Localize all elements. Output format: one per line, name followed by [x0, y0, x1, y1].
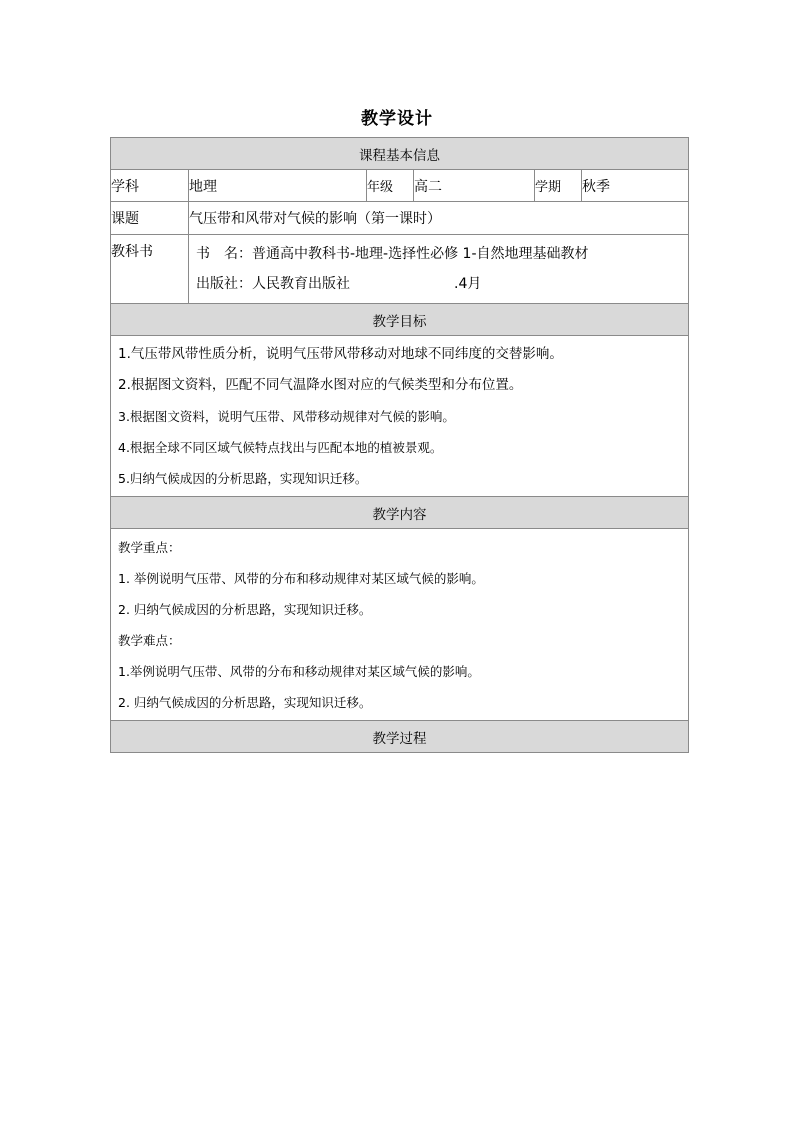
objective-item: 2.根据图文资料，匹配不同气温降水图对应的气候类型和分布位置。 — [118, 377, 523, 393]
book-name: 书 名：普通高中教科书-地理-选择性必修 1-自然地理基础教材 — [196, 246, 589, 262]
key-point-item: 1. 举例说明气压带、风带的分布和移动规律对某区域气候的影响。 — [118, 571, 484, 586]
topic-row — [111, 202, 689, 235]
difficult-point-item: 2. 归纳气候成因的分析思路，实现知识迁移。 — [118, 695, 372, 710]
lesson-plan-table — [110, 137, 689, 753]
content-header: 教学内容 — [111, 497, 689, 529]
subject-label: 学科 — [111, 170, 189, 202]
key-point-item: 2. 归纳气候成因的分析思路，实现知识迁移。 — [118, 602, 372, 617]
key-points-label: 教学重点： — [118, 540, 181, 555]
difficult-point-item: 1.举例说明气压带、风带的分布和移动规律对某区域气候的影响。 — [118, 664, 480, 679]
topic-value: 气压带和风带对气候的影响（第一课时） — [189, 202, 689, 235]
topic-label: 课题 — [111, 202, 189, 235]
textbook-row — [111, 235, 689, 304]
difficult-points-label: 教学难点： — [118, 633, 181, 648]
textbook-label: 教科书 — [111, 235, 189, 304]
basic-info-header: 课程基本信息 — [111, 138, 689, 170]
textbook-info — [189, 235, 689, 304]
term-label: 学期 — [535, 170, 582, 202]
content-header-row — [111, 497, 689, 529]
content-body — [111, 529, 689, 721]
grade-value: 高二 — [414, 170, 535, 202]
objectives-header: 教学目标 — [111, 304, 689, 336]
content-row — [111, 529, 689, 721]
process-header: 教学过程 — [111, 721, 689, 753]
grade-label: 年级 — [367, 170, 414, 202]
objectives-list — [111, 336, 689, 497]
subject-value: 地理 — [189, 170, 367, 202]
objective-item: 3.根据图文资料，说明气压带、风带移动规律对气候的影响。 — [118, 409, 455, 424]
term-value: 秋季 — [582, 170, 689, 202]
objective-item: 5.归纳气候成因的分析思路，实现知识迁移。 — [118, 471, 368, 486]
edition: .4月 — [454, 276, 482, 292]
document-title: 教学设计 — [361, 109, 433, 129]
publisher-line — [196, 269, 688, 299]
publisher: 出版社：人民教育出版社 — [196, 276, 350, 292]
basic-info-header-row — [111, 138, 689, 170]
objectives-row — [111, 336, 689, 497]
objective-item: 4.根据全球不同区域气候特点找出与匹配本地的植被景观。 — [118, 440, 443, 455]
objective-item: 1.气压带风带性质分析，说明气压带风带移动对地球不同纬度的交替影响。 — [118, 346, 563, 362]
process-header-row — [111, 721, 689, 753]
objectives-header-row — [111, 304, 689, 336]
subject-row — [111, 170, 689, 202]
